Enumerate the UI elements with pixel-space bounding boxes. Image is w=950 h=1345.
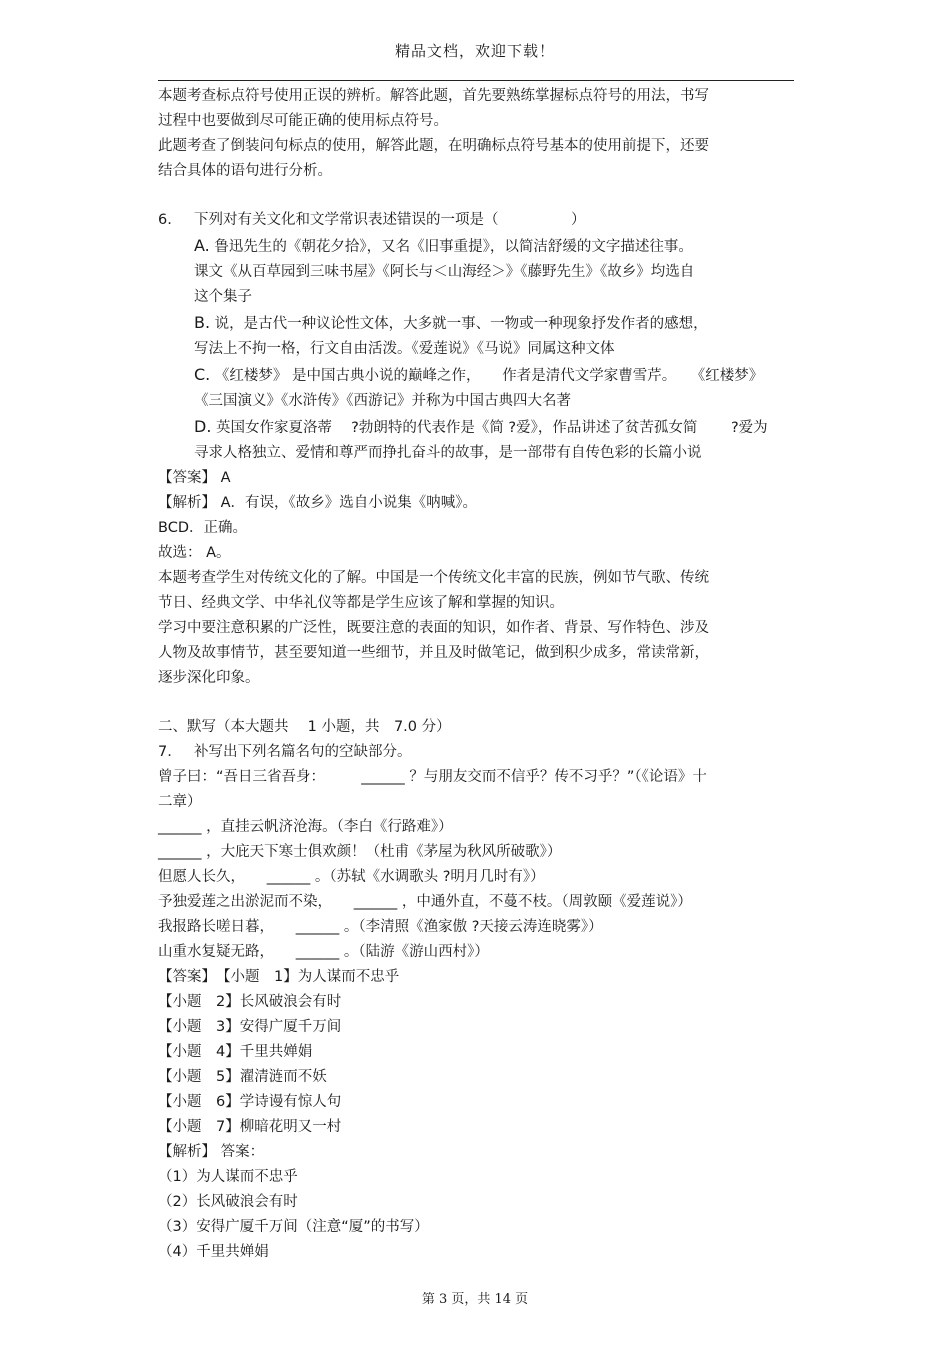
option-text: 说，是古代一种议论性文体，大多就一事、一物或一种现象抒发作者的感想，	[210, 316, 708, 332]
analysis-line: （4）千里共婵娟	[158, 1244, 269, 1260]
option-d	[158, 414, 808, 441]
intro-line: 此题考查了倒装问句标点的使用，解答此题，在明确标点符号基本的使用前提下，还要	[158, 138, 709, 154]
answer-line: 【小题 7】柳暗花明又一村	[158, 1119, 342, 1135]
question-number: 7.	[158, 744, 172, 760]
fill-blank-line: 山重水复疑无路， ______ 。（陆游《游山西村》）	[158, 944, 489, 960]
option-a	[158, 233, 808, 260]
question-number: 6.	[158, 212, 172, 228]
option-a-line: 课文《从百草园到三味书屋》《阿长与＜山海经＞》《藤野先生》《故乡》均选自	[194, 264, 695, 280]
answer-line: 【小题 2】长风破浪会有时	[158, 994, 342, 1010]
page-footer: 第 3 页，共 14 页	[421, 1292, 529, 1307]
analysis-line: 学习中要注意积累的广泛性，既要注意的表面的知识，如作者、背景、写作特色、涉及	[158, 620, 709, 636]
answer-line: 【小题 6】学诗谩有惊人句	[158, 1094, 342, 1110]
fill-blank-line: ______ ，直挂云帆济沧海。（李白《行路难》）	[158, 819, 453, 835]
analysis-line: （3）安得广厦千万间（注意“厦”的书写）	[158, 1219, 429, 1235]
option-b	[158, 310, 808, 337]
section-title: 二、默写（本大题共 1 小题，共 7.0 分）	[158, 719, 451, 735]
fill-blank-line: 二章）	[158, 794, 202, 810]
header-rule	[158, 80, 794, 81]
answer-line: 【答案】 A	[158, 470, 231, 486]
analysis-line: BCD．正确。	[158, 520, 247, 536]
option-letter: B.	[194, 313, 211, 332]
analysis-line: 故选： A。	[158, 545, 231, 561]
fill-blank-line: 我报路长嗟日暮， ______ 。（李清照《渔家傲 ?天接云涛连晓雾》）	[158, 919, 603, 935]
question-text: 下列对有关文化和文学常识表述错误的一项是（ ）	[194, 212, 586, 228]
fill-blank-line: 但愿人长久， ______ 。（苏轼《水调歌头 ?明月几时有》）	[158, 869, 545, 885]
question-6-stem	[158, 208, 808, 233]
answer-line: 【小题 4】千里共婵娟	[158, 1044, 313, 1060]
option-c	[158, 362, 808, 389]
analysis-line: （1）为人谋而不忠乎	[158, 1169, 298, 1185]
page-header: 精品文档，欢迎下载！	[394, 42, 555, 60]
option-b-line: 写法上不拘一格，行文自由活泼。《爱莲说》《马说》同属这种文体	[194, 341, 615, 357]
question-text: 补写出下列名篇名句的空缺部分。	[194, 744, 412, 760]
analysis-line: 【解析】 答案：	[158, 1144, 265, 1160]
analysis-line: 逐步深化印象。	[158, 670, 260, 686]
answer-line: 【答案】 【小题 1】为人谋而不忠乎	[158, 969, 400, 985]
intro-line: 过程中也要做到尽可能正确的使用标点符号。	[158, 113, 448, 129]
option-letter: C.	[194, 365, 211, 384]
analysis-line: 人物及故事情节，甚至要知道一些细节，并且及时做笔记，做到积少成多，常读常新，	[158, 645, 709, 661]
option-letter: A.	[194, 236, 210, 255]
fill-blank-line: ______ ，大庇天下寒士俱欢颜！（杜甫《茅屋为秋风所破歌》）	[158, 844, 562, 860]
analysis-line: （2）长风破浪会有时	[158, 1194, 298, 1210]
option-a-line: 这个集子	[194, 289, 252, 305]
option-letter: D.	[194, 417, 212, 436]
fill-blank-line: 予独爱莲之出淤泥而不染， ______ ，中通外直，不蔓不枝。（周敦颐《爱莲说》）	[158, 894, 692, 910]
analysis-line: 节日、经典文学、中华礼仪等都是学生应该了解和掌握的知识。	[158, 595, 564, 611]
option-text: 《红楼梦》 是中国古典小说的巅峰之作， 作者是清代文学家曹雪芹。 《红楼梦》	[210, 368, 764, 384]
option-text: 鲁迅先生的《朝花夕拾》，又名《旧事重提》，以简洁舒缓的文字描述往事。	[209, 239, 693, 255]
answer-line: 【小题 5】濯清涟而不妖	[158, 1069, 327, 1085]
answer-line: 【小题 3】安得广厦千万间	[158, 1019, 342, 1035]
option-text: 英国女作家夏洛蒂 ?勃朗特的代表作是《简 ?爱》，作品讲述了贫苦孤女简 ?爱为	[211, 420, 768, 436]
fill-blank-line: 曾子曰：“吾日三省吾身： ______ ？与朋友交而不信乎？传不习乎？”（《论语》十	[158, 769, 707, 785]
analysis-line: 本题考查学生对传统文化的了解。中国是一个传统文化丰富的民族，例如节气歌、传统	[158, 570, 709, 586]
question-7-stem	[158, 740, 808, 765]
intro-line: 结合具体的语句进行分析。	[158, 163, 332, 179]
document-body	[158, 84, 808, 1265]
option-d-line: 寻求人格独立、爱情和尊严而挣扎奋斗的故事，是一部带有自传色彩的长篇小说	[194, 445, 702, 461]
intro-line: 本题考查标点符号使用正误的辨析。解答此题，首先要熟练掌握标点符号的用法，书写	[158, 88, 709, 104]
analysis-line: 【解析】 A．有误，《故乡》选自小说集《呐喊》。	[158, 495, 478, 511]
option-c-line: 《三国演义》《水浒传》《西游记》并称为中国古典四大名著	[194, 393, 571, 409]
